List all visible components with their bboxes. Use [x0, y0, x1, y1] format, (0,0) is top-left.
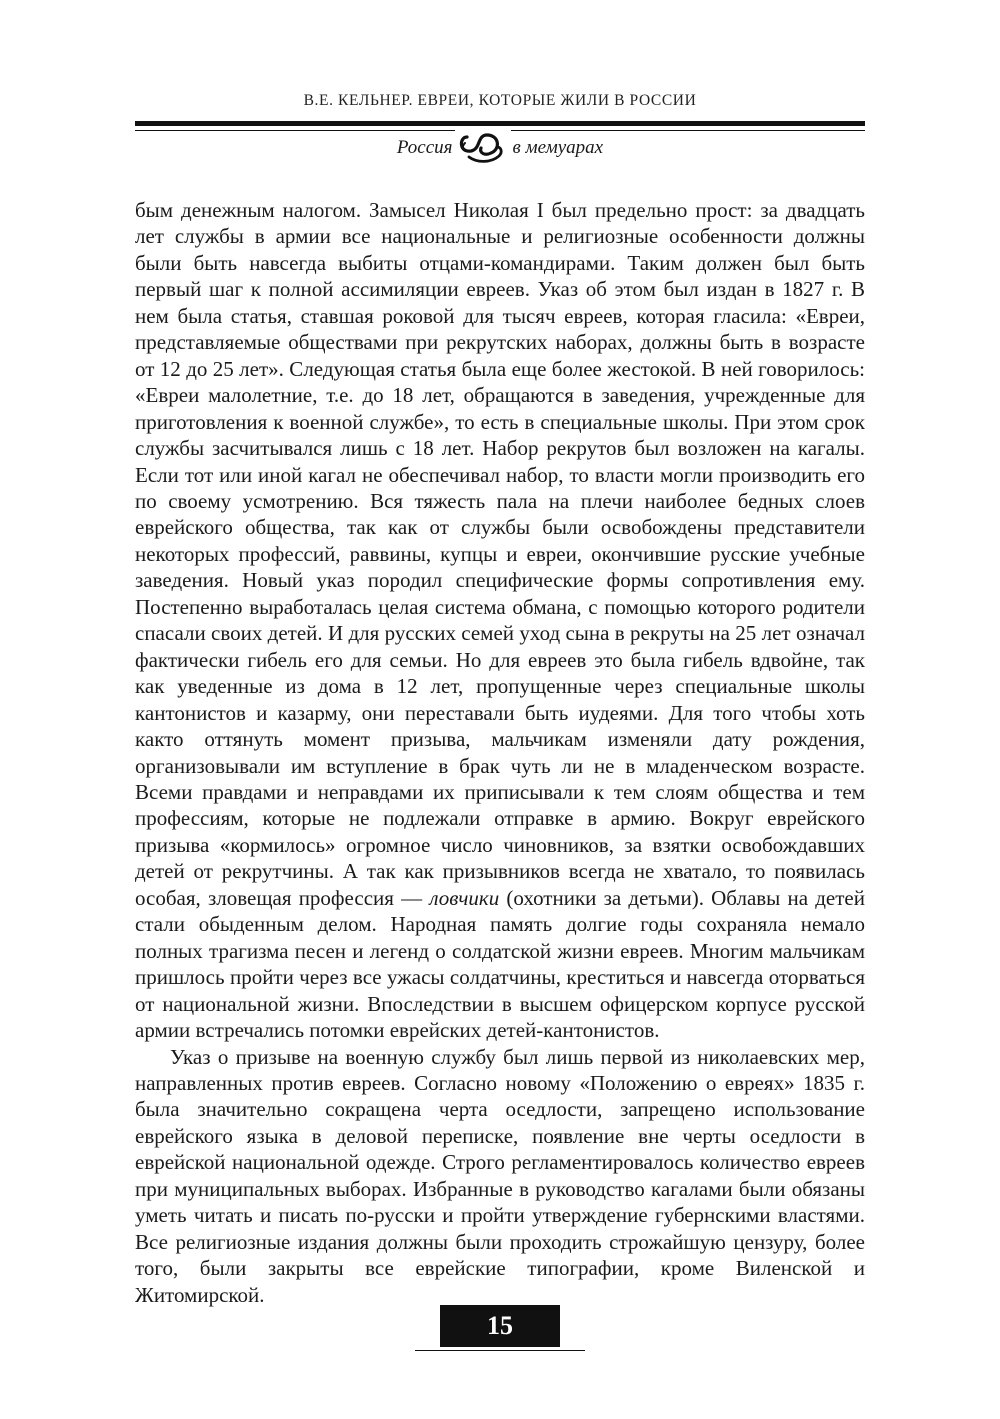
paragraph-1-text-end: (охотники за детьми). Облавы на детей стали обыденным делом. Народная память долгие годы сохраняла немало полных трагизма песен и легенд о солдатской жизни евреев. Многим мальчикам пришлось пройти через все ужасы солдатчины, креститься и навсегда оторваться от национальной жизни. Впоследствии в высшем офицерском корпусе русской армии встречались потомки еврейских детей-кантонистов. [135, 885, 865, 1043]
page-number: 15 [440, 1305, 560, 1347]
series-word-left: Россия [396, 137, 453, 158]
series-emblem-icon [455, 128, 511, 168]
paragraph-1-text-start: бым денежным налогом. Замысел Николая I был предельно прост: за двадцать лет службы в армии все национальные и религиозные особенности должны были быть навсегда выбиты отцами-командирами. Таким должен был быть первый шаг к полной ассимиляции евреев. Указ об этом был издан в 1827 г. В нем была статья, ставшая роковой для тысяч евреев, которая гласила: «Евреи, представляемые обществами при рекрутских наборах, должны быть в возрасте от 12 до 25 лет». Следующая статья была еще более жестокой. В ней говорилось: «Евреи малолетние, т.е. до 18 лет, обращаются в заведения, учрежденные для приготовления к военной службе», то есть в специальные школы. При этом срок службы засчитывался лишь с 18 лет. Набор рекрутов был возложен на кагалы. Если тот или иной кагал не обеспечивал набор, то власти могли производить его по своему усмотрению. Вся тяжесть пала на плечи наиболее бедных слоев еврейского общества, так как от службы были освобождены представители некоторых профессий, раввины, купцы и евреи, окончившие русские учебные заведения. Новый указ породил специфические формы сопротивления ему. Постепенно выработалась целая система обмана, с помощью которого родители спасали своих детей. И для русских семей уход сына в рекруты на 25 лет означал фактически гибель его для семьи. Но для евреев это была гибель вдвойне, так как уведенные из дома в 12 лет, пропущенные через специальные школы кантонистов и казарму, они переставали быть иудеями. Для того чтобы хоть както оттянуть момент призыва, мальчикам изменяли дату рождения, организовывали им вступление в брак чуть ли не в младенческом возрасте. Всеми правдами и неправдами их приписывали к тем слоям общества и тем профессиям, которые не подлежали отправке в армию. Вокруг еврейского призыва «кормилось» огромное число чиновников, за взятки освобождавших детей от рекрутчины. А так как призывников всегда не хватало, то появилась особая, зловещая профессия — [135, 198, 865, 910]
paragraph-2: Указ о призыве на военную службу был лишь первой из николаевских мер, направленных против евреев. Согласно новому «Положению о евреях» 1835 г. была значительно сокращена черта оседлости, запрещено использование еврейского языка в деловой переписке, появление вне черты оседлости в еврейской национальной одежде. Строго регламентировалось количество евреев при муниципальных выборах. Избранные в руководство кагалами были обязаны уметь читать и писать по-русски и пройти утверждение губернскими властями. Все религиозные издания должны были проходить строжайшую цензуру, более того, были закрыты все еврейские типографии, кроме Виленской и Житомирской. [135, 1044, 865, 1307]
series-word-right: в мемуарах [512, 137, 604, 158]
running-head-title: В.Е. КЕЛЬНЕР. ЕВРЕИ, КОТОРЫЕ ЖИЛИ В РОССИИ [303, 92, 697, 109]
paragraph-1-italic-term: ловчики [429, 885, 500, 910]
main-text [135, 197, 865, 1308]
header-rule-thick [135, 121, 865, 126]
series-banner [135, 128, 865, 168]
paragraph-1 [135, 197, 865, 1044]
page-number-rule [415, 1350, 585, 1351]
